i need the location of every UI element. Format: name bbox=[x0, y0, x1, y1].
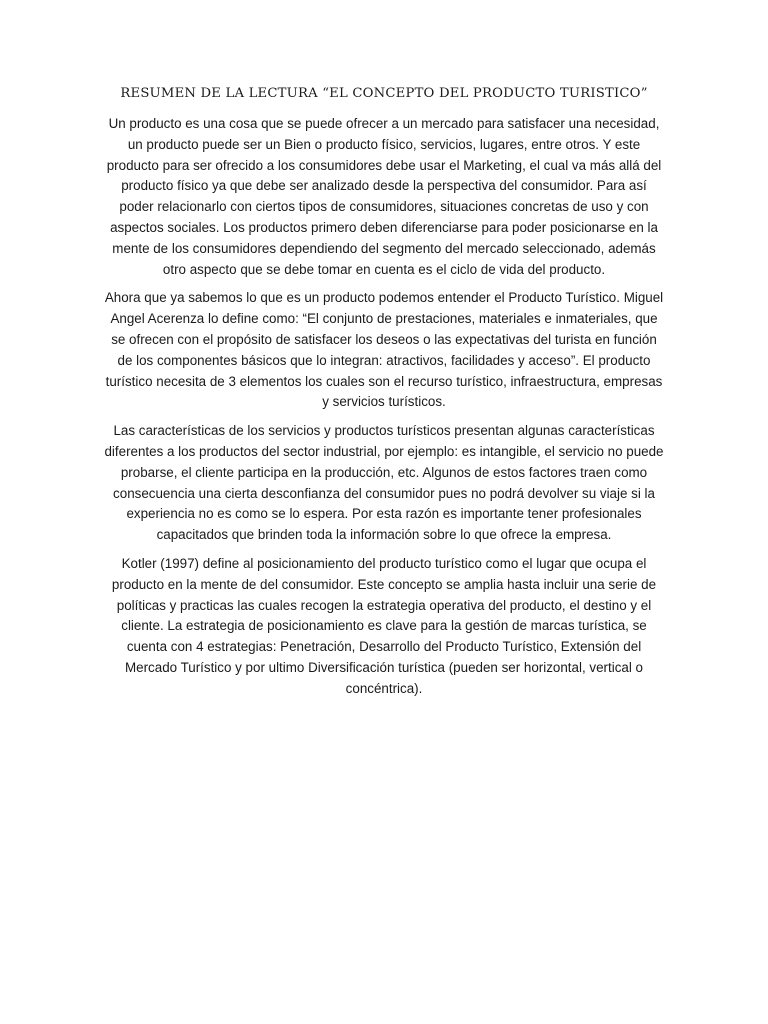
paragraph-service-characteristics: Las características de los servicios y productos turísticos presentan algunas características diferentes a los productos del sector industrial, por ejemplo: es intangible, el servicio no puede probarse, el cliente participa en la producción, etc. Algunos de estos factores traen como consecuencia una cierta desconfianza del consumidor pues no podrá devolver su viaje si la experiencia no es como se lo espera. Por esta razón es importante tener profesionales capacitados que brinden toda la información sobre lo que ofrece la empresa. bbox=[104, 423, 664, 543]
paragraph-positioning: Kotler (1997) define al posicionamiento del producto turístico como el lugar que ocupa el producto en la mente de del consumidor. Este concepto se amplia hasta incluir una serie de políticas y practicas las cuales recogen la estrategia operativa del producto, el destino y el cliente. La estrategia de posicionamiento es clave para la gestión de marcas turística, se cuenta con 4 estrategias: Penetración, Desarrollo del Producto Turístico, Extensión del Mercado Turístico y por ultimo Diversificación turística (pueden ser horizontal, vertical o concéntrica). bbox=[111, 555, 657, 696]
document-body bbox=[104, 84, 664, 708]
paragraph-product-definition: Un producto es una cosa que se puede ofrecer a un mercado para satisfacer una necesidad, un producto puede ser un Bien o producto físico, servicios, lugares, entre otros. Y este producto para ser ofrecido a los consumidores debe usar el Marketing, el cual va más allá del producto físico ya que debe ser analizado desde la perspectiva del consumidor. Para así poder relacionarlo con ciertos tipos de consumidores, situaciones concretas de uso y con aspectos sociales. Los productos primero deben diferenciarse para poder posicionarse en la mente de los consumidores dependiendo del segmento del mercado seleccionado, además otro aspecto que se debe tomar en cuenta es el ciclo de vida del producto. bbox=[106, 116, 662, 277]
document-title: RESUMEN DE LA LECTURA “EL CONCEPTO DEL PRODUCTO TURISTICO” bbox=[120, 86, 648, 101]
paragraph-tourist-product: Ahora que ya sabemos lo que es un producto podemos entender el Producto Turístico. Miguel Angel Acerenza lo define como: “El conjunto de prestaciones, materiales e inmateriales, que se ofrecen con el propósito de satisfacer los deseos o las expectativas del turista en función de los componentes básicos que lo integran: atractivos, facilidades y acceso”. El producto turístico necesita de 3 elementos los cuales son el recurso turístico, infraestructura, empresas y servicios turísticos. bbox=[104, 290, 664, 410]
